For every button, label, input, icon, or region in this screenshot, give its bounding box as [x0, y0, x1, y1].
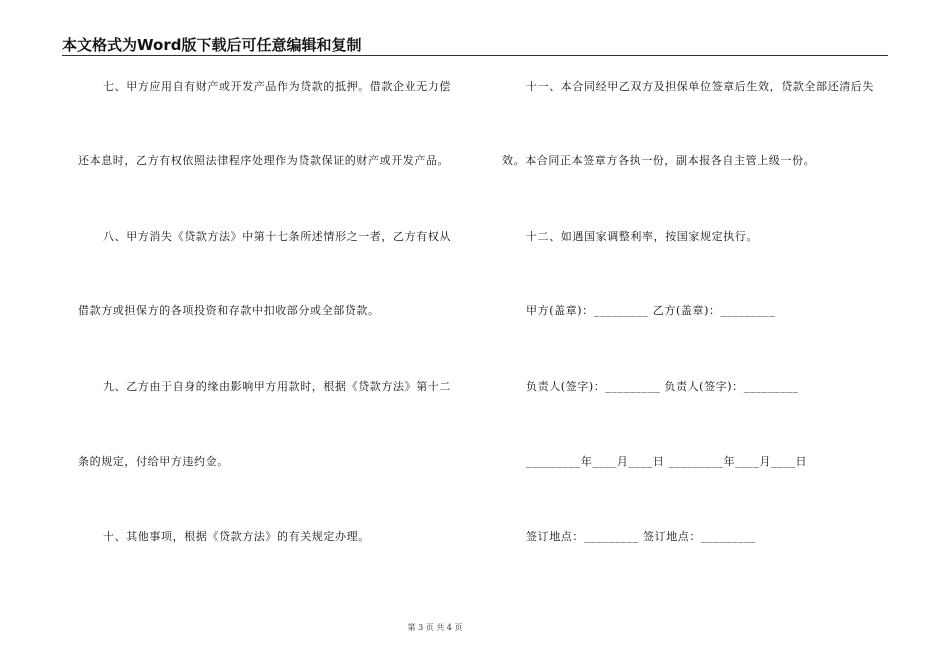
left-line-2: 还本息时，乙方有权依照法律程序处理作为贷款保证的财产或开发产品。 — [78, 154, 450, 167]
responsible-person-line: 负责人(签字)：_________ 负责人(签字)：_________ — [526, 380, 799, 393]
left-line-5: 九、乙方由于自身的缘由影响甲方用款时，根据《贷款方法》第十二 — [103, 380, 451, 393]
left-line-1: 七、甲方应用自有财产或开发产品作为贷款的抵押。借款企业无力偿 — [103, 80, 451, 93]
left-line-4: 借款方或担保方的各项投资和存款中扣收部分或全部贷款。 — [78, 304, 380, 317]
page-number: 第 3 页 共 4 页 — [407, 623, 463, 632]
left-line-6: 条的规定，付给甲方违约金。 — [78, 455, 229, 468]
left-line-7: 十、其他事项，根据《贷款方法》的有关规定办理。 — [103, 530, 370, 543]
party-seal-line: 甲方(盖章)：_________ 乙方(盖章)：_________ — [526, 304, 776, 317]
date-line: _________年____月____日 _________年____月____日 — [526, 455, 808, 468]
left-line-3: 八、甲方消失《贷款方法》中第十七条所述情形之一者，乙方有权从 — [103, 230, 451, 243]
right-line-2: 效。本合同正本签章方各执一份，副本报各自主管上级一份。 — [502, 154, 816, 167]
header-divider — [62, 55, 888, 56]
right-line-1: 十一、本合同经甲乙双方及担保单位签章后生效，贷款全部还清后失 — [526, 80, 874, 93]
document-header-title: 本文格式为Word版下载后可任意编辑和复制 — [62, 36, 362, 54]
signing-place-line: 签订地点：_________ 签订地点：_________ — [526, 530, 756, 543]
right-line-3: 十二、如遇国家调整利率，按国家规定执行。 — [526, 230, 758, 243]
